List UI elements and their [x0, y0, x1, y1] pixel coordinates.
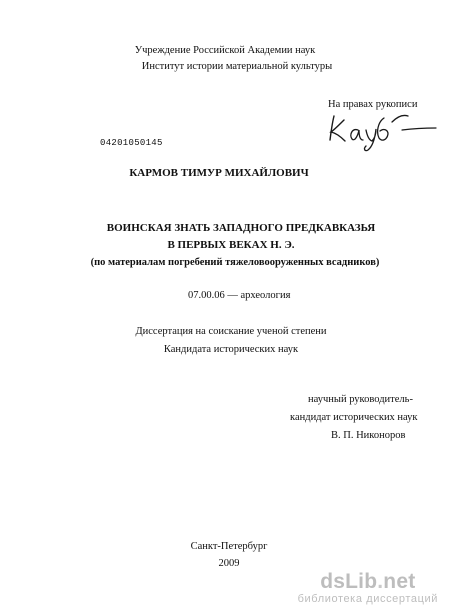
watermark-logo: dsLib.net	[320, 570, 416, 593]
watermark-tagline: библиотека диссертаций	[297, 593, 438, 605]
publication-city: Санкт-Петербург	[190, 541, 268, 552]
publication-year: 2009	[218, 558, 240, 569]
dissertation-title-line-1: ВОИНСКАЯ ЗНАТЬ ЗАПАДНОГО ПРЕДКАВКАЗЬЯ	[106, 222, 376, 234]
dissertation-title-line-2: В ПЕРВЫХ ВЕКАХ Н. Э.	[167, 239, 295, 251]
degree-line-2: Кандидата исторических наук	[163, 344, 299, 355]
supervisor-name: В. П. Никоноров	[331, 430, 406, 441]
specialty-code: 07.00.06 — археология	[188, 290, 291, 301]
supervisor-degree: кандидат исторических наук	[290, 412, 418, 423]
institution-line-1: Учреждение Российской Академии наук	[134, 45, 316, 56]
dslib-watermark	[298, 571, 438, 606]
dissertation-subtitle: (по материалам погребений тяжеловооруженных всадников)	[90, 257, 380, 268]
author-name: КАРМОВ ТИМУР МИХАЙЛОВИЧ	[129, 167, 309, 179]
handwritten-signature	[318, 108, 448, 153]
supervisor-role: научный руководитель-	[308, 394, 413, 405]
registration-number: 04201050145	[100, 138, 163, 148]
manuscript-rights-label: На правах рукописи	[328, 99, 418, 110]
institution-line-2: Институт истории материальной культуры	[141, 61, 333, 72]
degree-line-1: Диссертация на соискание ученой степени	[135, 326, 327, 337]
